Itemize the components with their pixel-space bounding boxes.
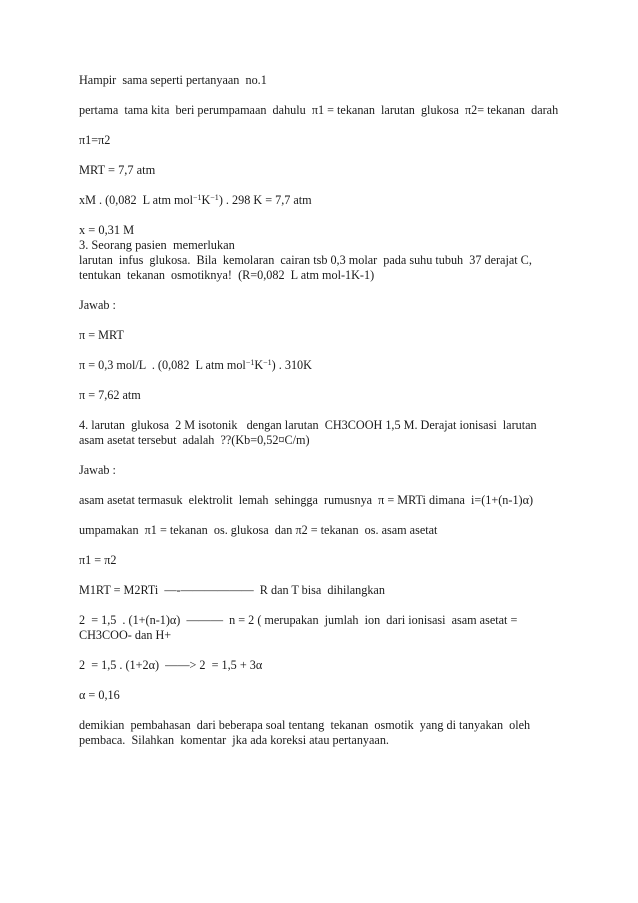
text-line: Jawab : bbox=[79, 463, 116, 477]
text-line: pertama tama kita beri perumpamaan dahulu π1 = tekanan larutan glukosa π2= tekanan darah bbox=[79, 103, 559, 117]
text-line: π = 7,62 atm bbox=[79, 388, 141, 402]
text-line: asam asetat tersebut adalah ??(Kb=0,52¤C/m) bbox=[79, 433, 310, 447]
superscript: −1 bbox=[210, 193, 219, 202]
text-line: π1 = π2 bbox=[79, 553, 117, 567]
line-part: ) . 310K bbox=[271, 358, 312, 372]
line-part: K bbox=[254, 358, 264, 372]
superscript: −1 bbox=[263, 358, 272, 367]
text-line: larutan infus glukosa. Bila kemolaran cairan tsb 0,3 molar pada suhu tubuh 37 derajat C, bbox=[79, 253, 532, 267]
superscript: −1 bbox=[245, 358, 255, 367]
text-line bbox=[79, 358, 559, 373]
line-part: K bbox=[201, 193, 211, 207]
text-line: x = 0,31 M bbox=[79, 223, 135, 237]
text-line: 2 = 1,5 . (1+(n-1)α) ——— n = 2 ( merupakan jumlah ion dari ionisasi asam asetat = bbox=[79, 613, 518, 627]
text-line: demikian pembahasan dari beberapa soal tentang tekanan osmotik yang di tanyakan oleh bbox=[79, 718, 531, 732]
text-line: umpamakan π1 = tekanan os. glukosa dan π2 = tekanan os. asam asetat bbox=[79, 523, 438, 537]
text-line: tentukan tekanan osmotiknya! (R=0,082 L atm mol-1K-1) bbox=[79, 268, 375, 282]
text-line: 4. larutan glukosa 2 M isotonik dengan larutan CH3COOH 1,5 M. Derajat ionisasi larutan bbox=[79, 418, 537, 432]
text-line: Jawab : bbox=[79, 298, 116, 312]
line-part: π = 0,3 mol/L . (0,082 L atm mol bbox=[79, 358, 246, 372]
document-body bbox=[79, 73, 559, 748]
text-line: MRT = 7,7 atm bbox=[79, 163, 156, 177]
text-line: pembaca. Silahkan komentar jka ada koreksi atau pertanyaan. bbox=[79, 733, 389, 747]
text-line: π = MRT bbox=[79, 328, 124, 342]
text-line bbox=[79, 193, 559, 208]
text-line: CH3COO- dan H+ bbox=[79, 628, 172, 642]
line-part: xM . (0,082 L atm mol bbox=[79, 193, 193, 207]
text-line: Hampir sama seperti pertanyaan no.1 bbox=[79, 73, 267, 87]
text-line: asam asetat termasuk elektrolit lemah sehingga rumusnya π = MRTi dimana i=(1+(n-1)α) bbox=[79, 493, 534, 507]
text-line: π1=π2 bbox=[79, 133, 111, 147]
line-part: ) . 298 K = 7,7 atm bbox=[218, 193, 312, 207]
text-line: α = 0,16 bbox=[79, 688, 120, 702]
text-line: 2 = 1,5 . (1+2α) ——> 2 = 1,5 + 3α bbox=[79, 658, 263, 672]
superscript: −1 bbox=[192, 193, 202, 202]
text-line: 3. Seorang pasien memerlukan bbox=[79, 238, 235, 252]
text-line: M1RT = M2RTi —-—————— R dan T bisa dihilangkan bbox=[79, 583, 385, 597]
